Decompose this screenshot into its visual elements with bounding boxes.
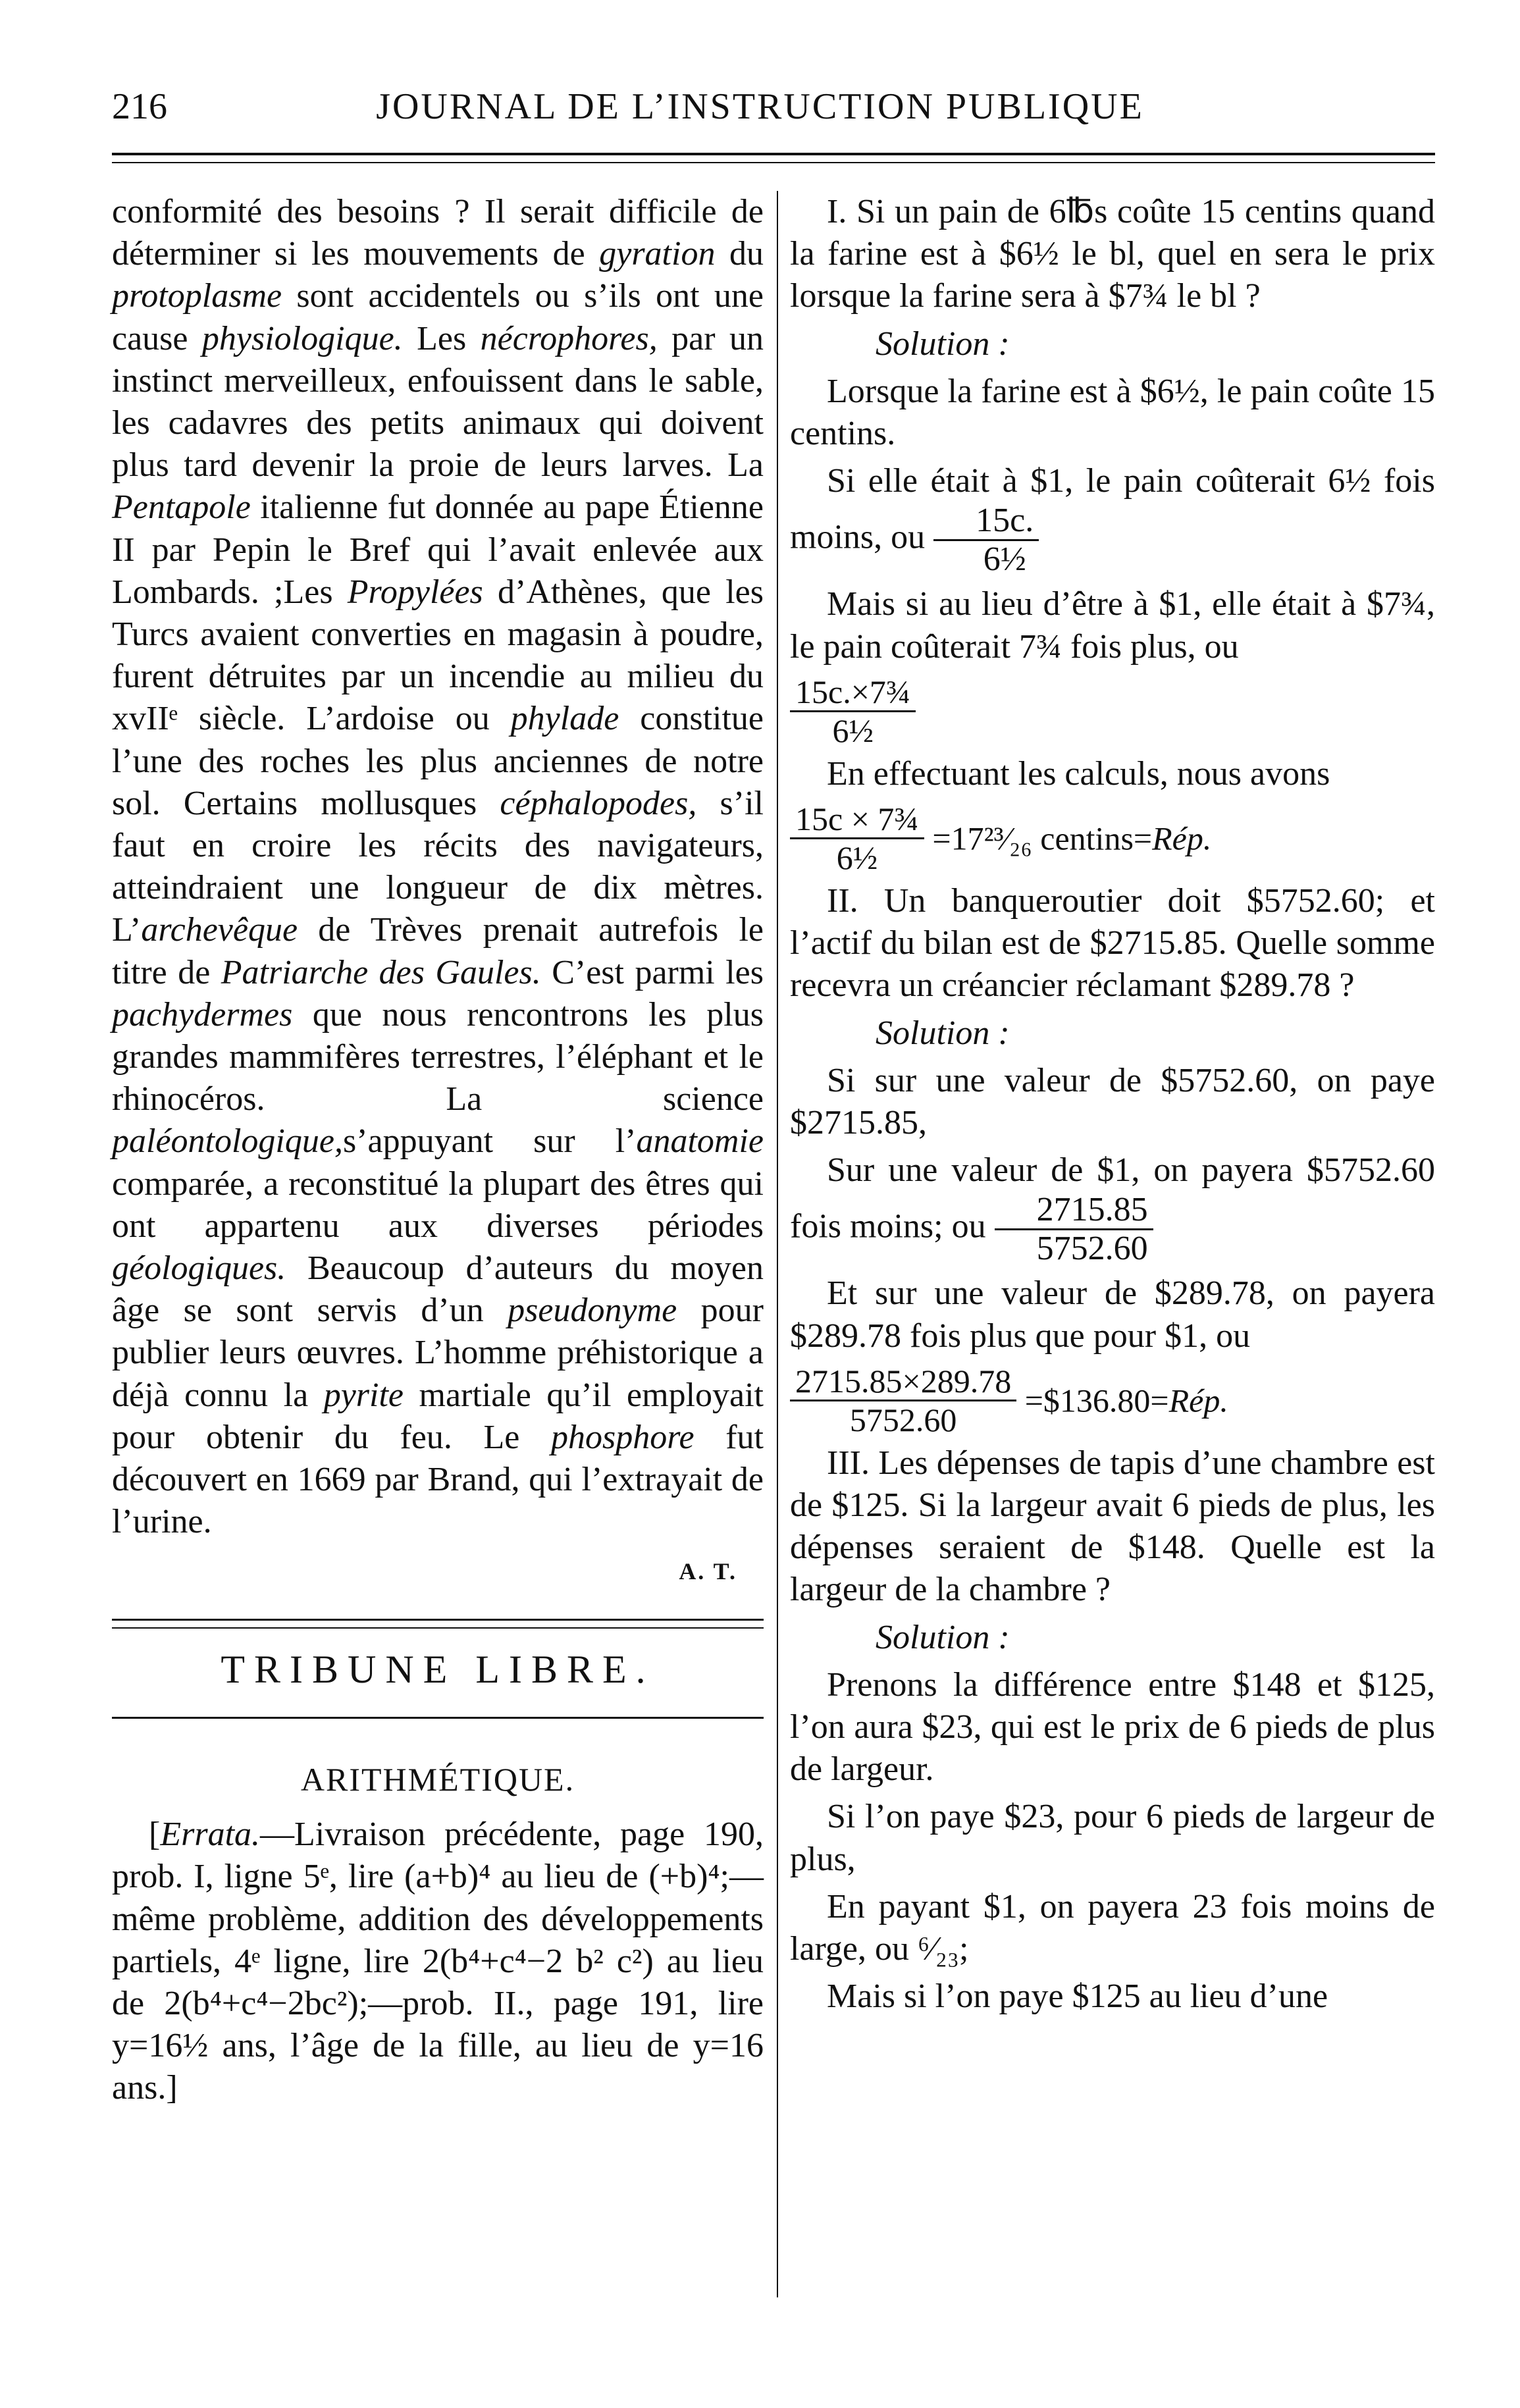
header-double-rule	[112, 153, 1435, 163]
problem-3-step: Mais si l’on paye $125 au lieu d’une	[827, 1977, 1328, 2016]
problem-1-step: En effectuant les calculs, nous avons	[827, 754, 1330, 793]
left-column	[112, 191, 764, 2115]
fraction: $\frac{\text{15c.×7¾}}{\text{6½}}$	[790, 673, 916, 749]
problem-1-step: Mais si au lieu d’être à $1, elle était à $7¾, le pain coûterait 7¾ fois plus, ou	[790, 585, 1435, 666]
subsection-title: ARITHMÉTIQUE.	[300, 1760, 575, 1798]
running-head: JOURNAL DE L’INSTRUCTION PUBLIQUE	[376, 86, 1144, 127]
solution-label: Solution :	[876, 325, 1010, 363]
problem-2-step: Et sur une valeur de $289.78, on payera $289.78 fois plus que pour $1, ou	[790, 1274, 1435, 1355]
column-divider	[777, 191, 778, 2297]
section-double-rule	[112, 1619, 764, 1629]
left-paragraph: conformité des besoins ? Il serait difficile de déterminer si les mouvements de gyration du protoplasme sont accidentels ou s’ils ont une cause physiologique. Les nécrophores, par un instinct merveilleux, enfouissent dans le sable, les cadavres des petits animaux qui doivent plus tard devenir la proie de leurs larves. La Pentapole italienne fut donnée au pape Étienne II par Pepin le Bref qui l’avait enlevée aux Lombards. ;Les Propylées d’Athènes, que les Turcs avaient converties en magasin à poudre, furent détruites par un incendie au milieu du xvIIᵉ siècle. L’ardoise ou phylade constitue l’une des roches les plus anciennes de notre sol. Certains mollusques céphalopodes, s’il faut en croire les récits des navigateurs, atteindraient une longueur de dix mètres. L’archevêque de Trèves prenait autrefois le titre de Patriarche des Gaules. C’est parmi les pachydermes que nous rencontrons les plus grandes mammifères terrestres, l’éléphant et le rhinocéros. La science paléontologique,s’appuyant sur l’anatomie comparée, a reconstitué la plupart des êtres qui ont appartenu aux diverses périodes géologiques. Beaucoup d’auteurs du moyen âge se sont servis d’un pseudonyme pour publier leurs œuvres. L’homme préhistorique a déjà connu la pyrite martiale qu’il employait pour obtenir du feu. Le phosphore fut découvert en 1669 par Brand, qui l’extrayait de l’urine.	[112, 193, 764, 1541]
fraction: $\frac{\text{15c × 7¾}}{\text{6½}}$	[790, 800, 924, 876]
solution-label: Solution :	[876, 1618, 1010, 1656]
right-column	[790, 191, 1435, 2024]
errata-paragraph: [Errata.—Livraison précédente, page 190, prob. I, ligne 5ᵉ, lire (a+b)⁴ au lieu de (+b)⁴;—même problème, addition des développements partiels, 4ᵉ ligne, lire 2(b⁴+c⁴−2 b² c²) au lieu de 2(b⁴+c⁴−2bc²);—prob. II., page 191, lire y=16½ ans, l’âge de la fille, au lieu de y=16 ans.]	[112, 1816, 764, 2107]
section-title: TRIBUNE LIBRE.	[221, 1647, 655, 1691]
problem-1-step: Si elle était à $1, le pain coûterait 6½ fois moins, ou $\frac{15c.}{\text{6½}}$	[790, 462, 1435, 579]
problem-3-step: Si l’on paye $23, pour 6 pieds de largeur de plus,	[790, 1798, 1435, 1878]
solution-label: Solution :	[876, 1014, 1010, 1052]
fraction-line: $\frac{2715.85\times 289.78}{5752.60}$ =$136.80=Rép.	[790, 1363, 1435, 1438]
author-signature: A. T.	[679, 1557, 737, 1584]
problem-1-step: Lorsque la farine est à $6½, le pain coûte 15 centins.	[790, 372, 1435, 453]
problem-1: I. Si un pain de 6℔s coûte 15 centins quand la farine est à $6½ le bl, quel en sera le prix lorsque la farine sera à $7¾ le bl ?	[790, 193, 1435, 315]
problem-3: III. Les dépenses de tapis d’une chambre est de $125. Si la largeur avait 6 pieds de plus, les dépenses seraient de $148. Quelle est la largeur de la chambre ?	[790, 1444, 1435, 1609]
problem-2-step: Si sur une valeur de $5752.60, on paye $2715.85,	[790, 1061, 1435, 1142]
problem-2-step: Sur une valeur de $1, on payera $5752.60 fois moins; ou $\frac{2715.85}{5752.60}$	[790, 1151, 1435, 1268]
problem-2: II. Un banqueroutier doit $5752.60; et l’actif du bilan est de $2715.85. Quelle somme recevra un créancier réclamant $289.78 ?	[790, 882, 1435, 1005]
page-number: 216	[112, 86, 167, 127]
fraction: $\frac{15c.}{\text{6½}}$	[933, 502, 1039, 578]
problem-3-step: En payant $1, on payera 23 fois moins de large, ou ⁶⁄₂₃;	[790, 1887, 1435, 1968]
fraction-line: $\frac{\text{15c × 7¾}}{\text{6½}}$ =17²³⁄₂₆ centins=Rép.	[790, 800, 1435, 876]
section-rule	[112, 1717, 764, 1719]
problem-3-step: Prenons la différence entre $148 et $125, l’on aura $23, qui est le prix de 6 pieds de plus de largeur.	[790, 1665, 1435, 1789]
fraction-line	[790, 673, 1435, 749]
fraction: $\frac{2715.85}{5752.60}$	[995, 1191, 1153, 1267]
fraction: $\frac{2715.85\times 289.78}{5752.60}$	[790, 1363, 1016, 1438]
